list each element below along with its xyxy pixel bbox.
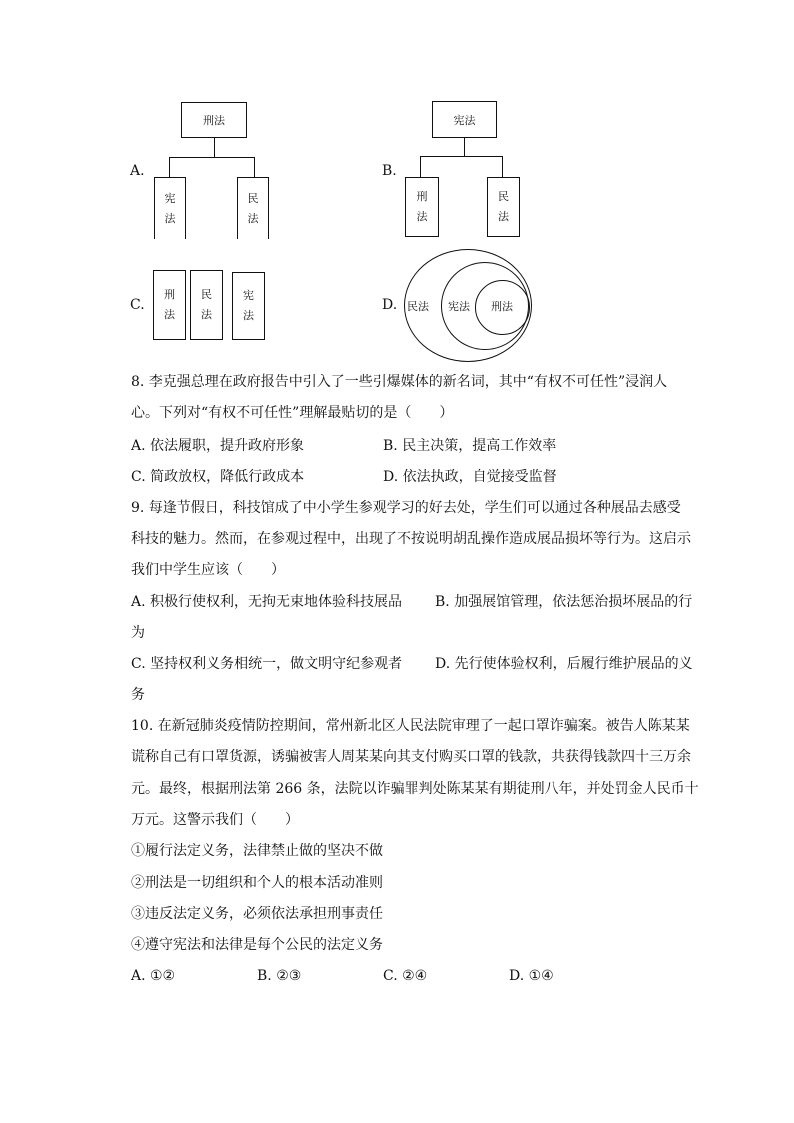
connector-line: [254, 157, 255, 177]
q9-option-a: A. 积极行使权利，无拘无束地体验科技展品: [131, 594, 403, 610]
q9-option-b: B. 加强展馆管理，依法惩治损坏展品的行: [435, 594, 693, 610]
option-b-label: B.: [382, 163, 397, 179]
option-d-label: D.: [382, 297, 398, 313]
box-char: 法: [243, 309, 254, 322]
option-a-left-box: [154, 177, 186, 239]
connector-line: [420, 156, 421, 177]
q9-option-c: C. 坚持权利义务相统一，做文明守纪参观者: [131, 656, 403, 672]
q10-stem-line-1: 10. 在新冠肺炎疫情防控期间，常州新北区人民法院审理了一起口罩诈骗案。被告人陈某某: [131, 718, 690, 734]
box-char: 宪: [243, 289, 254, 302]
box-char: 刑: [416, 190, 428, 203]
connector-line: [464, 138, 465, 156]
q9-option-b-wrap: 为: [131, 625, 145, 641]
box-char: 法: [247, 211, 259, 225]
middle-circle-label: 宪法: [448, 300, 470, 313]
q9-option-d: D. 先行使体验权利，后履行维护展品的义: [435, 656, 693, 672]
connector-line: [420, 156, 503, 157]
q8-option-d: D. 依法执政，自觉接受监督: [383, 469, 557, 485]
box-char: 法: [201, 308, 212, 321]
q10-stem-line-3: 元。最终，根据刑法第 266 条，法院以诈骗罪判处陈某某有期徒刑八年，并处罚金人民币十: [131, 781, 699, 797]
box-char: 民: [498, 190, 509, 203]
q8-stem-line-2: 心。下列对“有权不可任性”理解最贴切的是（ ）: [131, 405, 454, 421]
option-b-top-box: 宪法: [432, 101, 497, 138]
q9-stem-line-2: 科技的魅力。然而，在参观过程中，出现了不按说明胡乱操作造成展品损坏等行为。这启示: [131, 531, 691, 547]
connector-line: [169, 157, 170, 177]
q8-option-c: C. 简政放权，降低行政成本: [131, 469, 305, 485]
q8-stem-line-1: 8. 李克强总理在政府报告中引入了一些引爆媒体的新名词，其中“有权不可任性”浸润人: [131, 374, 668, 390]
box-char: 刑: [164, 288, 175, 301]
q10-option-c: C. ②④: [383, 968, 428, 984]
box-char: 法: [416, 210, 428, 223]
option-c-box-1: [153, 270, 186, 340]
option-c-box-2: [190, 270, 223, 340]
option-b-left-box: [405, 177, 439, 237]
box-char: 宪: [164, 191, 176, 205]
q10-option-a: A. ①②: [131, 968, 176, 984]
connector-line: [169, 157, 255, 158]
option-c-label: C.: [130, 297, 145, 313]
outer-circle-label: 民法: [407, 300, 429, 313]
option-c-box-3: [232, 272, 265, 340]
connector-line: [502, 156, 503, 177]
q10-statement-3: ③违反法定义务，必须依法承担刑事责任: [131, 906, 383, 922]
inner-circle-label: 刑法: [491, 300, 513, 313]
box-char: 法: [164, 308, 175, 321]
q10-statement-2: ②刑法是一切组织和个人的根本活动准则: [131, 875, 383, 891]
q10-statement-1: ①履行法定义务，法律禁止做的坚决不做: [131, 843, 383, 859]
connector-line: [214, 138, 215, 157]
box-char: 法: [498, 210, 509, 223]
box-char: 民: [247, 191, 259, 205]
option-a-top-box: 刑法: [181, 102, 247, 138]
box-char: 民: [201, 288, 212, 301]
q9-option-d-wrap: 务: [131, 687, 145, 703]
q10-option-d: D. ①④: [509, 968, 554, 984]
q10-stem-line-2: 谎称自己有口罩货源，诱骗被害人周某某向其支付购买口罩的钱款，共获得钱款四十三万余: [131, 749, 691, 765]
q10-stem-line-4: 万元。这警示我们（ ）: [131, 812, 299, 828]
q8-option-b: B. 民主决策，提高工作效率: [383, 438, 557, 454]
q9-stem-line-1: 9. 每逢节假日，科技馆成了中小学生参观学习的好去处，学生们可以通过各种展品去感受: [131, 500, 681, 516]
option-b-right-box: [487, 177, 520, 237]
q8-option-a: A. 依法履职，提升政府形象: [131, 438, 305, 454]
box-char: 法: [164, 211, 176, 225]
option-a-right-box: [237, 177, 269, 239]
q10-option-b: B. ②③: [257, 968, 302, 984]
option-a-label: A.: [130, 163, 145, 179]
q9-stem-line-3: 我们中学生应该（ ）: [131, 562, 285, 578]
q10-statement-4: ④遵守宪法和法律是每个公民的法定义务: [131, 937, 383, 953]
